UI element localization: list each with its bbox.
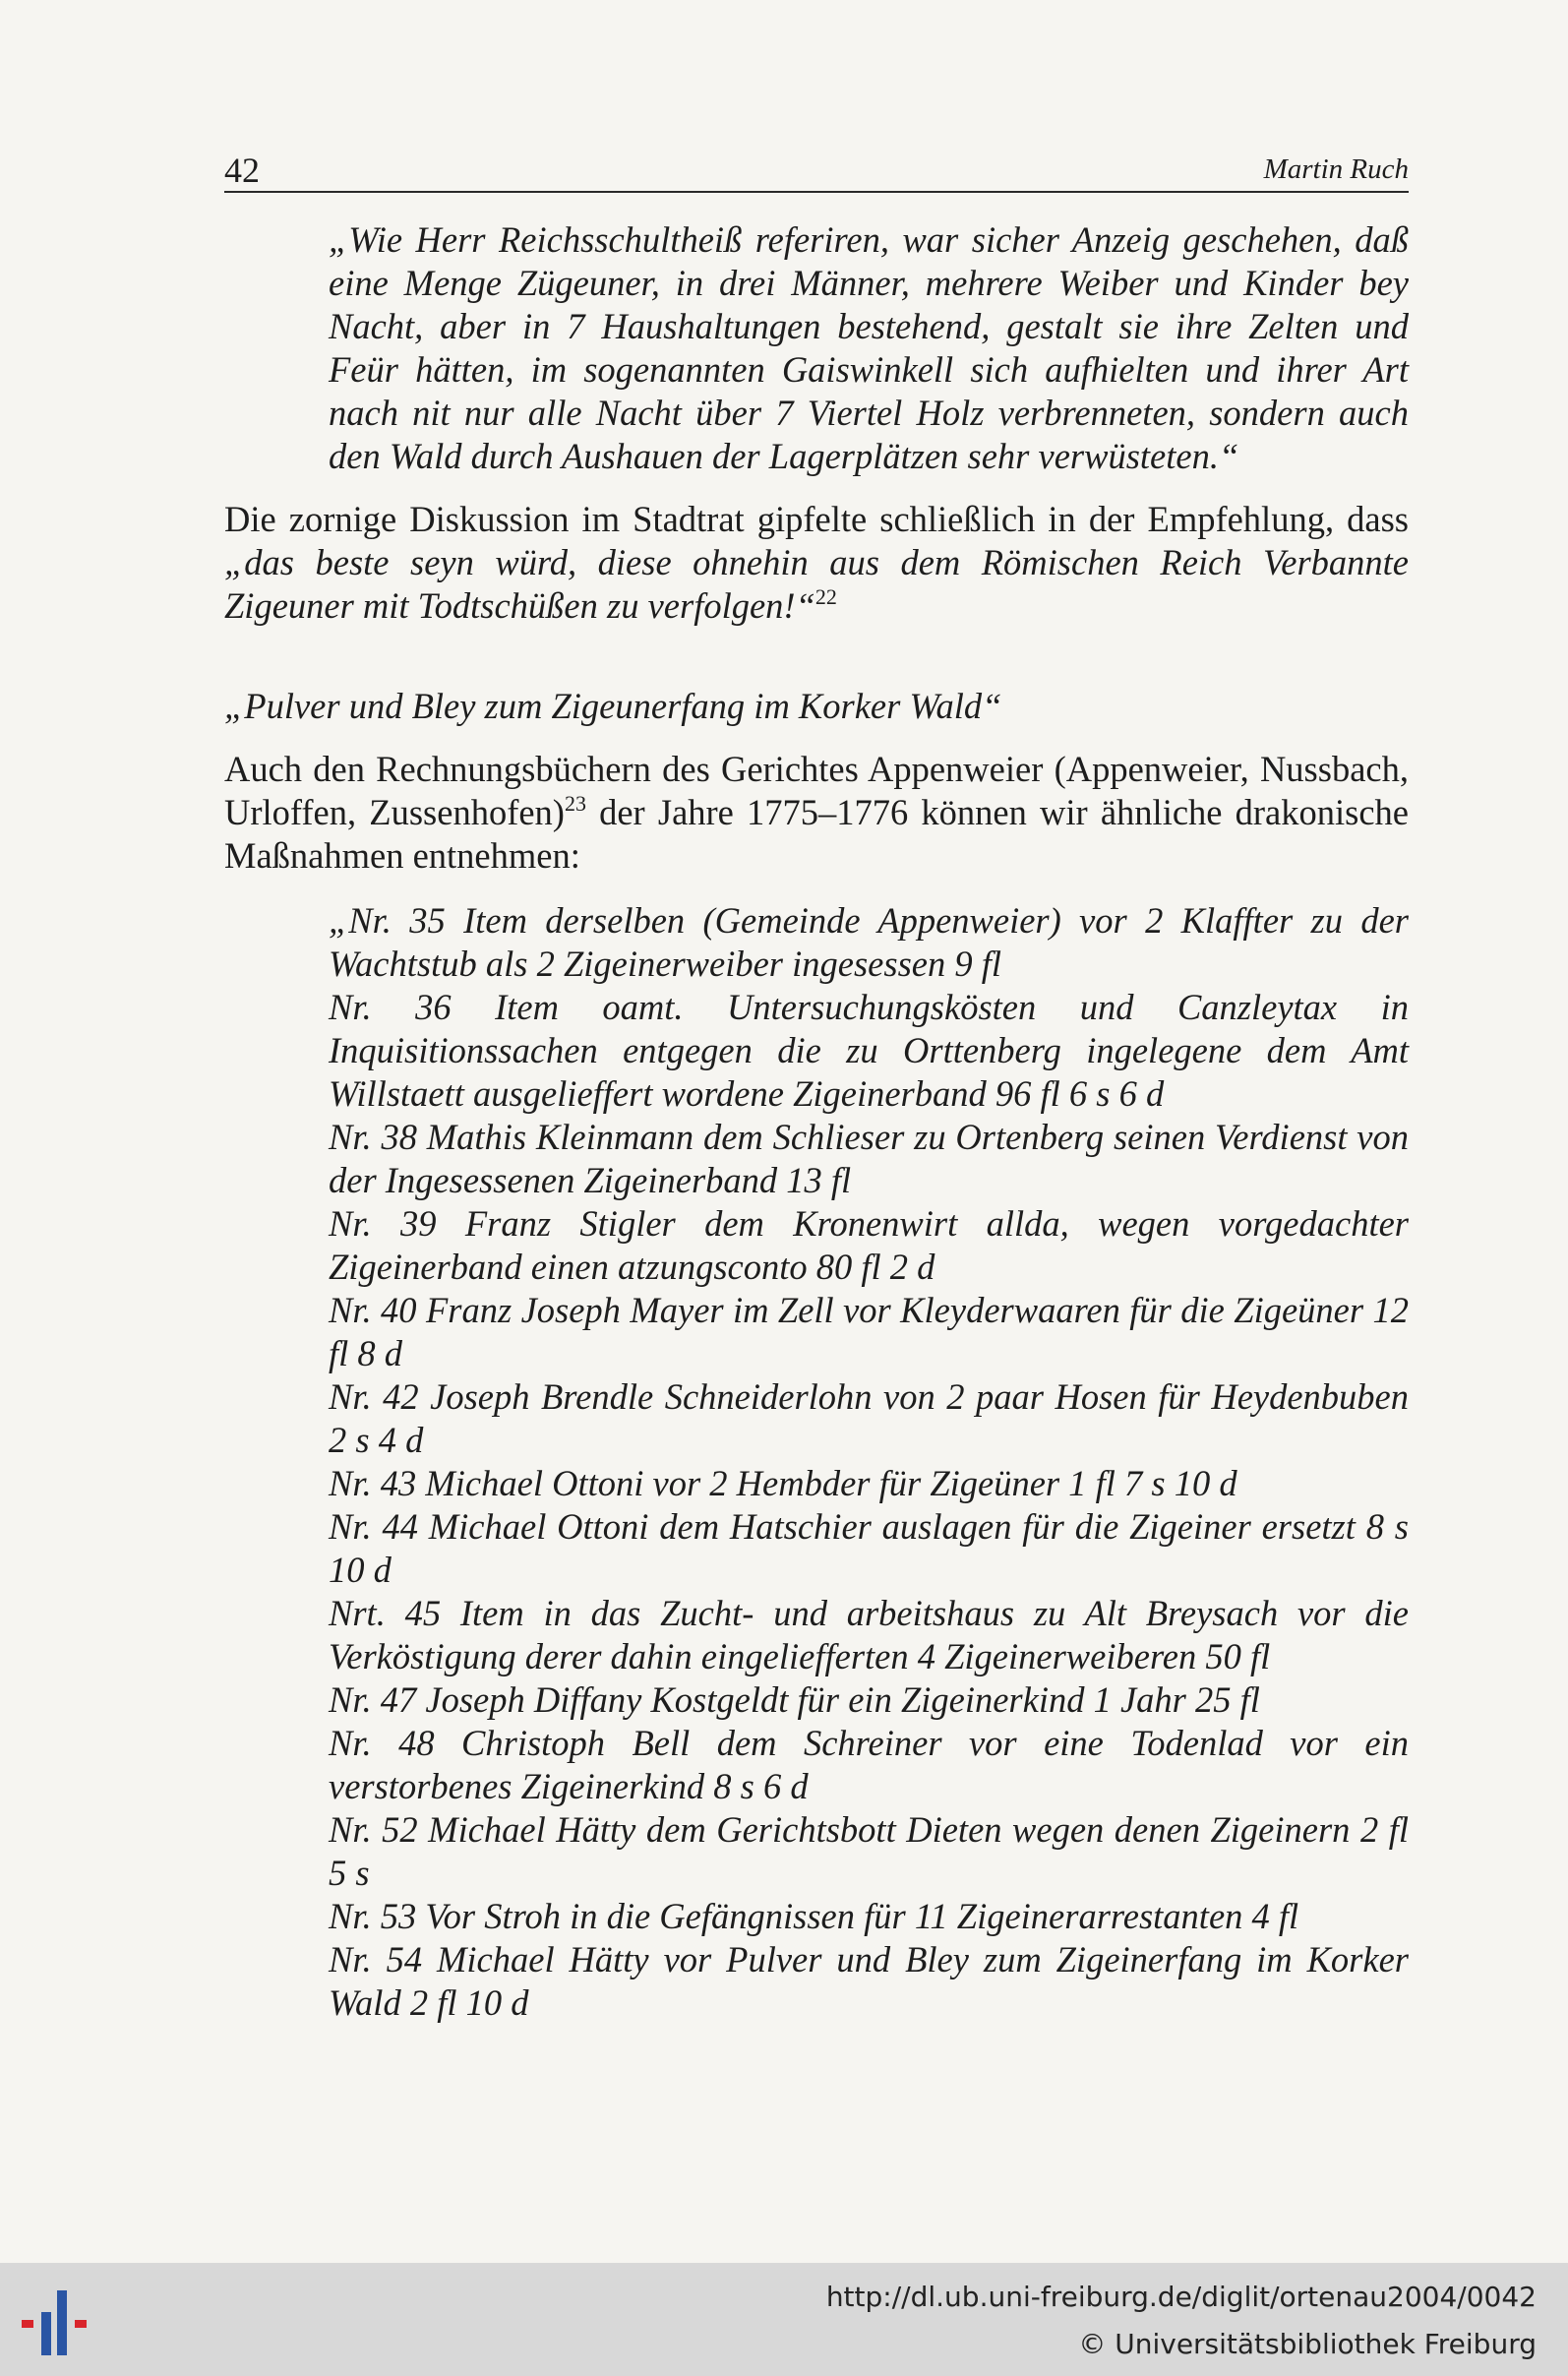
paragraph-lead: Die zornige Diskussion im Stadtrat gipfelte schließlich in der Empfehlung, dass bbox=[224, 499, 1409, 539]
body-text bbox=[224, 218, 1409, 2025]
paragraph-text: Auch den Rechnungsbüchern des Gerichtes Appenweier (Appenweier, Nussbach, Urloffen, Zussenhofen) bbox=[224, 749, 1409, 832]
paragraph bbox=[224, 498, 1409, 628]
ledger-entry: Nr. 38 Mathis Kleinmann dem Schlieser zu Ortenberg seinen Verdienst von der Ingesessenen Zigeinerband 13 fl bbox=[329, 1117, 1409, 1200]
paragraph bbox=[224, 748, 1409, 878]
section-heading: „Pulver und Bley zum Zigeunerfang im Korker Wald“ bbox=[224, 686, 1002, 726]
library-footer bbox=[0, 2263, 1568, 2376]
ub-freiburg-logo-icon bbox=[20, 2283, 98, 2361]
ledger-entry: Nr. 54 Michael Hätty vor Pulver und Bley zum Zigeinerfang im Korker Wald 2 fl 10 d bbox=[329, 1939, 1409, 2023]
running-head bbox=[224, 146, 1409, 193]
page-number: 42 bbox=[224, 151, 260, 190]
ledger-entry: Nr. 36 Item oamt. Untersuchungskösten und Canzleytax in Inquisitionssachen entgegen die zu Orttenberg ingelegene dem Amt Willstaett ausgelieffert wordene Zigeinerband 96 fl 6 s 6 d bbox=[329, 987, 1409, 1114]
ledger-entry: „Nr. 35 Item derselben (Gemeinde Appenweier) vor 2 Klaffter zu der Wachtstub als 2 Zigeinerweiber ingesessen 9 fl bbox=[329, 900, 1409, 984]
ledger-entry: Nr. 39 Franz Stigler dem Kronenwirt allda, wegen vorgedachter Zigeinerband einen atzungsconto 80 fl 2 d bbox=[329, 1203, 1409, 1287]
ledger-entry: Nr. 44 Michael Ottoni dem Hatschier auslagen für die Zigeiner ersetzt 8 s 10 d bbox=[329, 1506, 1409, 1590]
ledger-entry: Nr. 52 Michael Hätty dem Gerichtsbott Dieten wegen denen Zigeinern 2 fl 5 s bbox=[329, 1809, 1409, 1893]
ledger-entry: Nr. 53 Vor Stroh in die Gefängnissen für 11 Zigeinerarrestanten 4 fl bbox=[329, 1896, 1299, 1936]
footnote-marker: 22 bbox=[814, 584, 837, 609]
ledger-entry: Nrt. 45 Item in das Zucht- und arbeitshaus zu Alt Breysach vor die Verköstigung derer dahin eingeliefferten 4 Zigeinerweiberen 50 fl bbox=[329, 1593, 1409, 1676]
running-head-author: Martin Ruch bbox=[1263, 153, 1409, 185]
ledger-entry: Nr. 48 Christoph Bell dem Schreiner vor eine Todenlad vor ein verstorbenes Zigeinerkind 8 s 6 d bbox=[329, 1723, 1409, 1806]
ledger-entry: Nr. 43 Michael Ottoni vor 2 Hembder für Zigeüner 1 fl 7 s 10 d bbox=[329, 1463, 1237, 1503]
ledger-entry: Nr. 47 Joseph Diffany Kostgeldt für ein Zigeinerkind 1 Jahr 25 fl bbox=[329, 1679, 1260, 1720]
ledger-entries bbox=[329, 899, 1409, 2025]
ledger-entry: Nr. 40 Franz Joseph Mayer im Zell vor Kleyderwaaren für die Zigeüner 12 fl 8 d bbox=[329, 1290, 1409, 1373]
copyright-notice: © Universitätsbibliothek Freiburg bbox=[1078, 2328, 1537, 2360]
paragraph-text: der Jahre 1775–1776 können wir ähnliche drakonische Maßnahmen entnehmen: bbox=[224, 792, 1409, 876]
source-url-link[interactable]: http://dl.ub.uni-freiburg.de/diglit/ortenau2004/0042 bbox=[825, 2281, 1537, 2313]
inline-quote: „das beste seyn würd, diese ohnehin aus dem Römischen Reich Verbannte Zigeuner mit Todtschüßen zu verfolgen!“ bbox=[224, 542, 1409, 626]
block-quote: „Wie Herr Reichsschultheiß referiren, war sicher Anzeig geschehen, daß eine Menge Zügeuner, in drei Männer, mehrere Weiber und Kinder bey Nacht, aber in 7 Haushaltungen bestehend, gestalt sie ihre Zelten und Feür hätten, im sogenannten Gaiswinkell sich aufhielten und ihrer Art nach nit nur alle Nacht über 7 Viertel Holz verbrenneten, sondern auch den Wald durch Aushauen der Lagerplätzen sehr verwüsteten.“ bbox=[329, 219, 1409, 476]
ledger-entry: Nr. 42 Joseph Brendle Schneiderlohn von 2 paar Hosen für Heydenbuben 2 s 4 d bbox=[329, 1376, 1409, 1460]
footnote-marker: 23 bbox=[564, 791, 586, 816]
